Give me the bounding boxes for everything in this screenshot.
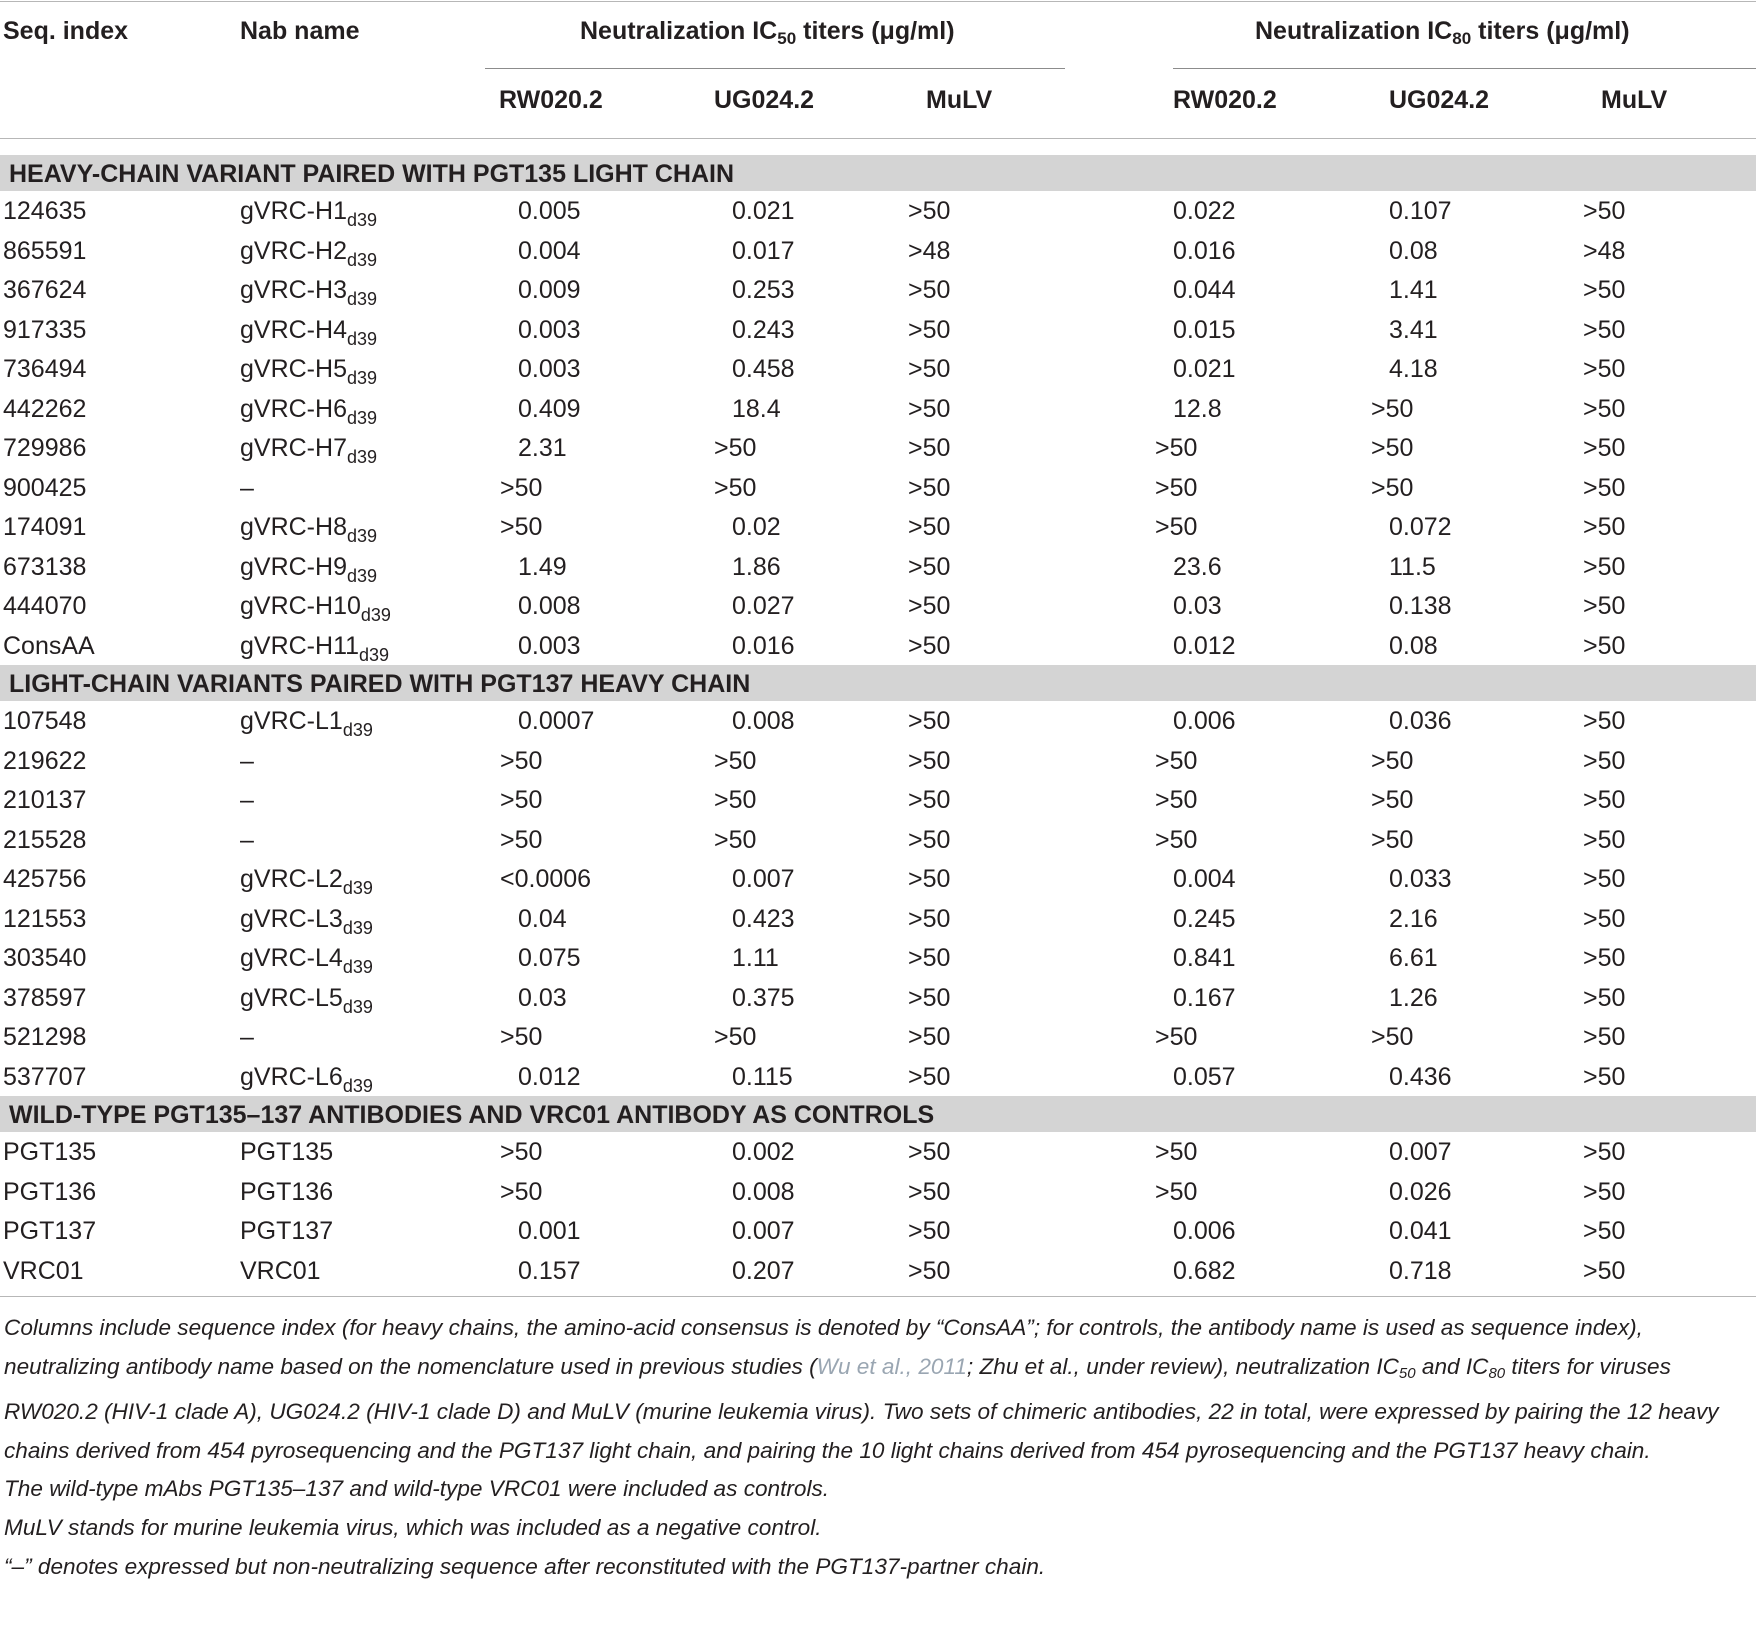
titer-cell: >48 bbox=[1583, 236, 1626, 265]
nab-name-cell bbox=[240, 1132, 333, 1172]
titer-cell: 0.003 bbox=[518, 355, 581, 383]
titer-cell: 0.003 bbox=[518, 631, 581, 660]
titer-cell: >50 bbox=[908, 825, 951, 854]
titer-cell: 0.027 bbox=[732, 592, 795, 620]
titer-cell: 0.072 bbox=[1389, 513, 1452, 541]
header-virus: MuLV bbox=[1601, 86, 1668, 114]
titer-cell: >50 bbox=[1155, 473, 1198, 502]
titer-cell: 0.004 bbox=[1173, 865, 1236, 893]
header-virus: RW020.2 bbox=[1173, 86, 1277, 114]
header-bottom-rule bbox=[0, 138, 1756, 139]
nab-name-cell bbox=[240, 1172, 333, 1212]
nab-name: gVRC-L4 bbox=[240, 944, 343, 972]
titer-cell: >50 bbox=[908, 592, 951, 620]
titer-cell: 1.41 bbox=[1389, 276, 1438, 304]
nab-name-subscript: d39 bbox=[342, 878, 373, 898]
section-header bbox=[0, 155, 1756, 191]
table-row bbox=[0, 389, 1756, 429]
seq-index-cell: 729986 bbox=[3, 434, 87, 462]
titer-cell: 0.207 bbox=[732, 1256, 795, 1285]
footnote-subscript: 80 bbox=[1488, 1364, 1506, 1382]
titer-cell: 0.03 bbox=[1173, 592, 1222, 620]
table-row bbox=[0, 859, 1756, 899]
titer-cell: 0.021 bbox=[1173, 355, 1236, 383]
footnote-mulv: MuLV stands for murine leukemia virus, which was included as a negative control. bbox=[4, 1514, 822, 1540]
titer-cell: 4.18 bbox=[1389, 355, 1438, 383]
titer-cell: 0.409 bbox=[518, 394, 581, 423]
titer-cell: 0.033 bbox=[1389, 865, 1452, 893]
nab-name: – bbox=[240, 746, 254, 775]
titer-cell: >50 bbox=[714, 786, 757, 814]
ic80-group-rule bbox=[1173, 68, 1756, 69]
table-row bbox=[0, 1057, 1756, 1097]
titer-cell: 0.115 bbox=[732, 1062, 793, 1091]
header-ic80-suffix: titers (μg/ml) bbox=[1471, 17, 1630, 45]
nab-name: gVRC-H2 bbox=[240, 236, 347, 265]
titer-cell: 0.375 bbox=[732, 983, 795, 1012]
titer-cell: >50 bbox=[1371, 825, 1414, 854]
nab-name: gVRC-L6 bbox=[240, 1062, 343, 1091]
header-seq-index: Seq. index bbox=[3, 17, 129, 45]
section-title: WILD-TYPE PGT135–137 ANTIBODIES AND VRC01 ANTIBODY AS CONTROLS bbox=[9, 1101, 935, 1129]
nab-name-cell bbox=[240, 1251, 321, 1291]
titer-cell: >50 bbox=[908, 315, 951, 344]
titer-cell: >50 bbox=[908, 513, 951, 541]
nab-name: – bbox=[240, 825, 254, 854]
titer-cell: >50 bbox=[1583, 1217, 1626, 1245]
titer-cell: >50 bbox=[908, 707, 951, 735]
nab-name: – bbox=[240, 786, 254, 814]
table-row bbox=[0, 1132, 1756, 1172]
table-row bbox=[0, 899, 1756, 939]
titer-cell: 0.008 bbox=[518, 592, 581, 620]
footnote-dash: “–” denotes expressed but non-neutralizing sequence after reconstituted with the PGT137-partner chain. bbox=[4, 1553, 1046, 1579]
titer-cell: 0.036 bbox=[1389, 707, 1452, 735]
titer-cell: >50 bbox=[908, 434, 951, 462]
titer-cell: 1.11 bbox=[732, 944, 779, 972]
titer-cell: >50 bbox=[1371, 473, 1414, 502]
nab-name-cell bbox=[240, 1017, 254, 1057]
nab-name: PGT137 bbox=[240, 1217, 334, 1245]
titer-cell: 0.007 bbox=[732, 865, 795, 893]
titer-cell: >50 bbox=[1583, 1062, 1626, 1091]
titer-cell: >50 bbox=[1583, 1138, 1626, 1166]
titer-cell: >50 bbox=[500, 513, 543, 541]
seq-index-cell: 378597 bbox=[3, 983, 87, 1012]
titer-cell: 0.682 bbox=[1173, 1256, 1236, 1285]
table-row bbox=[0, 1251, 1756, 1291]
titer-cell: >50 bbox=[1155, 786, 1198, 814]
titer-cell: >50 bbox=[1583, 276, 1626, 304]
header-ic50-suffix: titers (μg/ml) bbox=[796, 17, 955, 45]
nab-name-subscript: d39 bbox=[342, 996, 373, 1017]
titer-cell: 0.006 bbox=[1173, 707, 1236, 735]
titer-cell: >50 bbox=[1155, 825, 1198, 854]
nab-name: gVRC-H10 bbox=[240, 592, 361, 620]
titer-cell: >50 bbox=[1583, 944, 1626, 972]
titer-cell: >50 bbox=[908, 473, 951, 502]
titer-cell: >50 bbox=[908, 1023, 951, 1051]
titer-cell: >50 bbox=[1583, 434, 1626, 462]
titer-cell: 0.107 bbox=[1389, 197, 1452, 225]
titer-cell: >50 bbox=[1583, 786, 1626, 814]
header-nab-name: Nab name bbox=[240, 17, 360, 45]
titer-cell: >50 bbox=[500, 473, 543, 502]
seq-index-cell: 673138 bbox=[3, 552, 87, 581]
citation-link[interactable]: Wu et al., 2011 bbox=[816, 1353, 967, 1379]
titer-cell: >50 bbox=[1371, 1023, 1414, 1051]
section-header bbox=[0, 665, 1756, 701]
titer-cell: 0.001 bbox=[518, 1217, 581, 1245]
nab-name: gVRC-L5 bbox=[240, 983, 343, 1012]
footnote-subscript: 50 bbox=[1398, 1364, 1416, 1382]
titer-cell: 0.04 bbox=[518, 904, 567, 933]
titer-cell: 11.5 bbox=[1389, 552, 1436, 581]
titer-cell: >50 bbox=[908, 1138, 951, 1166]
titer-cell: 3.41 bbox=[1389, 315, 1438, 344]
titer-cell: 0.138 bbox=[1389, 592, 1452, 620]
titer-cell: >50 bbox=[1583, 315, 1626, 344]
nab-name-subscript: d39 bbox=[346, 368, 378, 388]
titer-cell: 0.004 bbox=[518, 236, 581, 265]
seq-index-cell: 107548 bbox=[3, 707, 87, 735]
header-ic50-group bbox=[580, 17, 955, 49]
titer-cell: >50 bbox=[1583, 355, 1626, 383]
titer-cell: 0.167 bbox=[1173, 983, 1236, 1012]
nab-name-subscript: d39 bbox=[346, 210, 378, 230]
table-row bbox=[0, 231, 1756, 271]
titer-cell: >50 bbox=[1583, 904, 1626, 933]
titer-cell: >50 bbox=[500, 1177, 543, 1206]
titer-cell: >50 bbox=[1583, 631, 1626, 660]
titer-cell: 0.243 bbox=[732, 315, 795, 344]
titer-cell: 18.4 bbox=[732, 394, 781, 423]
titer-cell: 0.718 bbox=[1389, 1256, 1452, 1285]
seq-index-cell: PGT136 bbox=[3, 1177, 97, 1206]
titer-cell: >50 bbox=[1371, 394, 1414, 423]
header-ic50-sub: 50 bbox=[777, 29, 797, 48]
titer-cell: >50 bbox=[1583, 394, 1626, 423]
titer-cell: >50 bbox=[1583, 513, 1626, 541]
table-row bbox=[0, 938, 1756, 978]
titer-cell: 2.31 bbox=[518, 434, 567, 462]
table-row bbox=[0, 586, 1756, 626]
seq-index-cell: 174091 bbox=[3, 513, 87, 541]
table-row bbox=[0, 626, 1756, 666]
titer-cell: 0.026 bbox=[1389, 1177, 1452, 1206]
titer-cell: >50 bbox=[908, 197, 951, 225]
nab-name-subscript: d39 bbox=[346, 328, 378, 349]
titer-cell: >50 bbox=[908, 355, 951, 383]
table-row bbox=[0, 507, 1756, 547]
titer-cell: >50 bbox=[908, 865, 951, 893]
titer-cell: >50 bbox=[1155, 1138, 1198, 1166]
header-virus: UG024.2 bbox=[714, 86, 815, 114]
titer-cell: 0.002 bbox=[732, 1138, 795, 1166]
nab-name: – bbox=[240, 473, 254, 502]
titer-cell: 0.057 bbox=[1173, 1062, 1236, 1091]
footnote-text: and IC bbox=[1415, 1353, 1489, 1379]
header-ic80-prefix: Neutralization IC bbox=[1255, 17, 1453, 45]
seq-index-cell: 736494 bbox=[3, 355, 87, 383]
titer-cell: <0.0006 bbox=[500, 865, 592, 893]
titer-cell: 0.006 bbox=[1173, 1217, 1236, 1245]
titer-cell: 0.021 bbox=[732, 197, 795, 225]
titer-cell: >50 bbox=[908, 904, 951, 933]
seq-index-cell: 900425 bbox=[3, 473, 87, 502]
titer-cell: >50 bbox=[1583, 1177, 1626, 1206]
titer-cell: 1.26 bbox=[1389, 983, 1438, 1012]
table-row bbox=[0, 1211, 1756, 1251]
table-row bbox=[0, 468, 1756, 508]
titer-cell: >50 bbox=[1155, 1177, 1198, 1206]
titer-cell: 0.458 bbox=[732, 355, 795, 383]
titer-cell: >50 bbox=[1583, 825, 1626, 854]
seq-index-cell: 215528 bbox=[3, 825, 87, 854]
titer-cell: 0.016 bbox=[1173, 236, 1236, 265]
section-header bbox=[0, 1096, 1756, 1132]
nab-name-subscript: d39 bbox=[342, 917, 373, 938]
titer-cell: 0.041 bbox=[1389, 1217, 1452, 1245]
titer-cell: >50 bbox=[908, 276, 951, 304]
titer-cell: 0.02 bbox=[732, 513, 781, 541]
table-row bbox=[0, 1017, 1756, 1057]
table-bottom-rule bbox=[0, 1296, 1756, 1297]
nab-name: gVRC-L1 bbox=[240, 707, 343, 735]
nab-name: gVRC-H5 bbox=[240, 355, 347, 383]
table-row bbox=[0, 191, 1756, 231]
titer-cell: 0.012 bbox=[1173, 631, 1236, 660]
titer-cell: 0.022 bbox=[1173, 197, 1236, 225]
seq-index-cell: 303540 bbox=[3, 944, 87, 972]
nab-name-subscript: d39 bbox=[342, 720, 373, 740]
nab-name: gVRC-H9 bbox=[240, 552, 347, 581]
footnote-columns bbox=[4, 1309, 1752, 1470]
section-title: HEAVY-CHAIN VARIANT PAIRED WITH PGT135 LIGHT CHAIN bbox=[9, 160, 735, 188]
seq-index-cell: 210137 bbox=[3, 786, 87, 814]
seq-index-cell: 425756 bbox=[3, 865, 87, 893]
seq-index-cell: 219622 bbox=[3, 746, 87, 775]
titer-cell: >50 bbox=[714, 434, 757, 462]
titer-cell: 0.015 bbox=[1173, 315, 1236, 344]
nab-name-subscript: d39 bbox=[346, 249, 378, 270]
titer-cell: >50 bbox=[1583, 473, 1626, 502]
header-virus: MuLV bbox=[926, 86, 993, 114]
titer-cell: >50 bbox=[500, 786, 543, 814]
titer-cell: >50 bbox=[1583, 197, 1626, 225]
seq-index-cell: 917335 bbox=[3, 315, 87, 344]
titer-cell: >48 bbox=[908, 236, 951, 265]
titer-cell: 12.8 bbox=[1173, 394, 1222, 423]
nab-name: gVRC-H3 bbox=[240, 276, 347, 304]
table-row bbox=[0, 270, 1756, 310]
titer-cell: 0.253 bbox=[732, 276, 795, 304]
titer-cell: 0.007 bbox=[732, 1217, 795, 1245]
header-virus: RW020.2 bbox=[499, 86, 603, 114]
header-ic80-sub: 80 bbox=[1452, 29, 1472, 48]
titer-cell: >50 bbox=[1583, 552, 1626, 581]
table-footnotes bbox=[4, 1309, 1752, 1586]
table-row bbox=[0, 349, 1756, 389]
titer-cell: 0.423 bbox=[732, 904, 795, 933]
nab-name-cell bbox=[240, 780, 254, 820]
titer-cell: 0.016 bbox=[732, 631, 795, 660]
titer-cell: >50 bbox=[500, 1023, 543, 1051]
titer-cell: 23.6 bbox=[1173, 552, 1222, 581]
nab-name: gVRC-H8 bbox=[240, 513, 347, 541]
titer-cell: >50 bbox=[500, 825, 543, 854]
titer-cell: >50 bbox=[1155, 746, 1198, 775]
titer-cell: 0.009 bbox=[518, 276, 581, 304]
nab-name-subscript: d39 bbox=[346, 407, 378, 428]
nab-name-subscript: d39 bbox=[342, 1075, 373, 1096]
footnote-controls: The wild-type mAbs PGT135–137 and wild-type VRC01 were included as controls. bbox=[4, 1476, 830, 1502]
nab-name: VRC01 bbox=[240, 1256, 321, 1285]
nab-name: PGT136 bbox=[240, 1177, 334, 1206]
header-ic50-prefix: Neutralization IC bbox=[580, 17, 778, 45]
table-row bbox=[0, 820, 1756, 860]
titer-cell: >50 bbox=[714, 825, 757, 854]
seq-index-cell: 521298 bbox=[3, 1023, 87, 1051]
titer-cell: >50 bbox=[908, 631, 951, 660]
titer-cell: >50 bbox=[908, 944, 951, 972]
seq-index-cell: VRC01 bbox=[3, 1256, 84, 1285]
seq-index-cell: 442262 bbox=[3, 394, 87, 423]
nab-name-subscript: d39 bbox=[346, 526, 378, 546]
titer-cell: >50 bbox=[908, 1256, 951, 1285]
titer-cell: >50 bbox=[908, 1217, 951, 1245]
nab-name: gVRC-H11 bbox=[240, 631, 360, 660]
titer-cell: 0.008 bbox=[732, 707, 795, 735]
titer-cell: 0.245 bbox=[1173, 904, 1236, 933]
footnote-text: titers for viruses RW020.2 (HIV-1 clade A), UG024.2 (HIV-1 clade D) and MuLV (murine leukemia virus). Two sets of chimeric antibodies, 22 in total, were expressed by pairing the 12 heavy chains derived from 454 pyrosequencing and the PGT137 light chain, and pairing the 10 light chains derived from 454 pyrosequencing and the PGT137 heavy chain. bbox=[4, 1353, 1719, 1463]
titer-cell: >50 bbox=[908, 394, 951, 423]
titer-cell: 0.157 bbox=[518, 1256, 581, 1285]
titer-cell: 0.841 bbox=[1173, 944, 1236, 972]
seq-index-cell: 865591 bbox=[3, 236, 87, 265]
titer-cell: 0.0007 bbox=[518, 707, 595, 735]
footnote-text: Columns include sequence index (for heavy chains, the amino-acid consensus is denoted by “ConsAA”; for controls, the antibody name is used as sequence index), neutralizing antibody name based on the nomenclature used in previous studies ( bbox=[4, 1315, 1643, 1379]
titer-cell: >50 bbox=[908, 983, 951, 1012]
titer-cell: 0.08 bbox=[1389, 631, 1438, 660]
nab-name-cell bbox=[240, 468, 254, 508]
table-row bbox=[0, 780, 1756, 820]
titer-cell: 0.436 bbox=[1389, 1062, 1452, 1091]
titer-cell: 1.86 bbox=[732, 552, 781, 581]
titer-cell: >50 bbox=[908, 746, 951, 775]
titer-cell: >50 bbox=[1583, 1023, 1626, 1051]
titer-cell: 6.61 bbox=[1389, 944, 1438, 972]
titer-cell: >50 bbox=[1583, 1256, 1626, 1285]
titer-cell: 0.005 bbox=[518, 197, 581, 225]
table-row bbox=[0, 547, 1756, 587]
table-row bbox=[0, 741, 1756, 781]
titer-cell: >50 bbox=[500, 1138, 543, 1166]
seq-index-cell: ConsAA bbox=[3, 631, 95, 660]
titer-cell: 0.044 bbox=[1173, 276, 1236, 304]
nab-name: gVRC-H7 bbox=[240, 434, 347, 462]
titer-cell: >50 bbox=[1583, 746, 1626, 775]
header-ic80-group bbox=[1255, 17, 1630, 49]
titer-cell: >50 bbox=[714, 1023, 757, 1051]
titer-cell: >50 bbox=[908, 1177, 951, 1206]
titer-cell: 2.16 bbox=[1389, 904, 1438, 933]
titer-cell: >50 bbox=[1583, 592, 1626, 620]
seq-index-cell: PGT137 bbox=[3, 1217, 97, 1245]
titer-cell: 1.49 bbox=[518, 552, 567, 581]
nab-name: – bbox=[240, 1023, 254, 1051]
titer-cell: >50 bbox=[1155, 1023, 1198, 1051]
seq-index-cell: 367624 bbox=[3, 276, 87, 304]
titer-cell: >50 bbox=[1583, 983, 1626, 1012]
titer-cell: >50 bbox=[1371, 746, 1414, 775]
titer-cell: >50 bbox=[1155, 434, 1198, 462]
titer-cell: 0.003 bbox=[518, 315, 581, 344]
section-title: LIGHT-CHAIN VARIANTS PAIRED WITH PGT137 HEAVY CHAIN bbox=[9, 670, 751, 698]
nab-name: gVRC-L2 bbox=[240, 865, 343, 893]
table-row bbox=[0, 701, 1756, 741]
titer-cell: >50 bbox=[714, 473, 757, 502]
table-row bbox=[0, 310, 1756, 350]
seq-index-cell: 124635 bbox=[3, 197, 87, 225]
nab-name-cell bbox=[240, 741, 254, 781]
titer-cell: >50 bbox=[1371, 434, 1414, 462]
top-rule bbox=[0, 1, 1756, 2]
seq-index-cell: 444070 bbox=[3, 592, 87, 620]
titer-cell: 0.007 bbox=[1389, 1138, 1452, 1166]
header-virus: UG024.2 bbox=[1389, 86, 1490, 114]
titer-cell: >50 bbox=[1583, 865, 1626, 893]
footnote-text: ; Zhu et al., under review), neutralization IC bbox=[966, 1353, 1399, 1379]
nab-name-subscript: d39 bbox=[359, 644, 390, 665]
titer-cell: 0.008 bbox=[732, 1177, 795, 1206]
table-row bbox=[0, 978, 1756, 1018]
table-row bbox=[0, 428, 1756, 468]
titer-cell: 0.075 bbox=[518, 944, 581, 972]
nab-name-subscript: d39 bbox=[346, 289, 378, 309]
nab-name: gVRC-H1 bbox=[240, 197, 347, 225]
titer-cell: >50 bbox=[1583, 707, 1626, 735]
nab-name: PGT135 bbox=[240, 1138, 334, 1166]
nab-name-subscript: d39 bbox=[346, 565, 378, 586]
titer-cell: >50 bbox=[908, 786, 951, 814]
nab-name: gVRC-H6 bbox=[240, 394, 347, 423]
nab-name-subscript: d39 bbox=[346, 447, 378, 467]
titer-cell: >50 bbox=[1155, 513, 1198, 541]
nab-name-cell bbox=[240, 820, 254, 860]
seq-index-cell: PGT135 bbox=[3, 1138, 97, 1166]
table-row bbox=[0, 1172, 1756, 1212]
nab-name-cell bbox=[240, 1211, 333, 1251]
titer-cell: >50 bbox=[908, 1062, 951, 1091]
titer-cell: >50 bbox=[1371, 786, 1414, 814]
nab-name: gVRC-H4 bbox=[240, 315, 347, 344]
nab-name-subscript: d39 bbox=[342, 957, 373, 977]
titer-cell: 0.03 bbox=[518, 983, 567, 1012]
titer-cell: 0.017 bbox=[732, 236, 795, 265]
titer-cell: >50 bbox=[714, 746, 757, 775]
seq-index-cell: 537707 bbox=[3, 1062, 87, 1091]
titer-cell: >50 bbox=[908, 552, 951, 581]
nab-name-subscript: d39 bbox=[360, 605, 391, 625]
ic50-group-rule bbox=[485, 68, 1065, 69]
nab-name: gVRC-L3 bbox=[240, 904, 343, 933]
titer-cell: >50 bbox=[500, 746, 543, 775]
titer-cell: 0.08 bbox=[1389, 236, 1438, 265]
seq-index-cell: 121553 bbox=[3, 904, 87, 933]
titer-cell: 0.012 bbox=[518, 1062, 581, 1091]
